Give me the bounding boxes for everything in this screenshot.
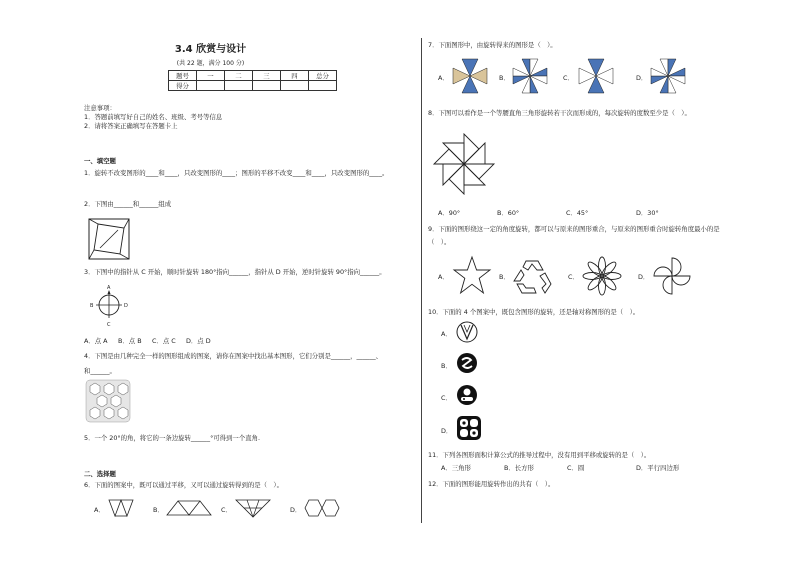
score-input-cell[interactable] <box>309 81 337 91</box>
q10-option-d-quad-figure <box>456 415 482 441</box>
column-divider <box>421 38 422 523</box>
notes-heading: 注意事项： <box>84 104 116 112</box>
q10-option-b-black-circle-figure <box>456 352 478 374</box>
note-item: 2．请将答案正确填写在答题卡上 <box>84 122 178 130</box>
score-input-cell[interactable] <box>225 81 253 91</box>
q6-option-d-hexagons-figure <box>304 499 342 517</box>
question-1: 1．旋转不改变图形的____和____，只改变图形的____；图形的平移不改变____和____，只改变图形的____。 <box>84 169 389 177</box>
question-6: 6．下面的图案中，既可以通过平移，又可以通过旋转得到的是（ ）。 <box>84 481 283 489</box>
dial-label-b: B <box>90 303 94 309</box>
score-table-score-row <box>169 81 337 91</box>
score-cell: 一 <box>197 71 225 81</box>
q9-option-b[interactable]: B． <box>499 273 510 281</box>
q7-option-b[interactable]: B． <box>499 74 510 82</box>
dial-label-c: C <box>107 322 111 328</box>
question-9: 9．下面的图形绕这一定的角度旋转，都可以与原来的图形重合，与原来的图形重合时旋转角度最小的是 <box>428 225 720 233</box>
note-item: 1．答题前填写好自己的姓名、班级、考号等信息 <box>84 113 223 121</box>
q6-option-c[interactable]: C． <box>221 506 232 514</box>
q7-option-c[interactable]: C． <box>563 74 574 82</box>
score-table <box>168 70 337 91</box>
q8-option-a[interactable]: A．90° <box>438 209 461 217</box>
q7-option-a[interactable]: A． <box>438 74 449 82</box>
q8-triangle-pinwheel-figure <box>430 130 498 198</box>
question-9-continued: （ ）。 <box>428 238 451 246</box>
q3-option-a[interactable]: A．点 A <box>84 337 108 345</box>
score-input-cell[interactable] <box>253 81 281 91</box>
q7-option-c-pinwheel-figure <box>578 58 614 94</box>
question-5: 5．一个 20°的角，将它的一条边旋转______°可得到一个直角. <box>84 434 261 442</box>
score-cell: 三 <box>253 71 281 81</box>
q11-option-a[interactable]: A．三角形 <box>441 464 471 472</box>
q11-option-c[interactable]: C．圆 <box>567 464 585 472</box>
q9-option-c-flower-figure <box>582 256 622 296</box>
q6-option-d[interactable]: D． <box>290 506 302 514</box>
q10-option-b[interactable]: B． <box>441 362 452 370</box>
q7-option-d-pinwheel-figure <box>650 58 686 94</box>
score-cell: 题号 <box>169 71 197 81</box>
q6-option-a-triangles-figure <box>108 498 134 518</box>
q4-tiling-pattern-figure <box>84 378 132 424</box>
q9-option-d-fan-figure <box>652 256 692 296</box>
q8-option-d[interactable]: D．30° <box>636 209 659 217</box>
question-10: 10．下面的 4 个图案中，既包含图形的旋转，还是轴对称图形的是（ ）。 <box>428 308 640 316</box>
q6-option-a[interactable]: A． <box>94 506 105 514</box>
section-heading-choice: 二、选择题 <box>84 470 116 478</box>
q10-option-a-circle-v-figure <box>456 321 478 343</box>
q6-option-b[interactable]: B． <box>153 506 164 514</box>
q3-option-d[interactable]: D．点 D <box>186 337 211 345</box>
dial-label-d: D <box>124 303 128 309</box>
question-11: 11．下列各图形面积计算公式的推导过程中，没有用到平移或旋转的是（ ）。 <box>428 451 651 459</box>
q10-option-c[interactable]: C． <box>441 394 452 402</box>
q3-option-c[interactable]: C．点 C <box>152 337 176 345</box>
q9-option-a[interactable]: A． <box>438 273 449 281</box>
q7-option-a-pinwheel-figure <box>452 58 488 94</box>
q11-option-b[interactable]: B．长方形 <box>504 464 534 472</box>
dial-label-a: A <box>107 285 111 291</box>
q9-option-d[interactable]: D． <box>638 273 650 281</box>
q9-option-b-recycle-figure <box>512 258 552 296</box>
q2-square-pinwheel-figure <box>88 218 130 260</box>
score-cell: 四 <box>281 71 309 81</box>
q10-option-a[interactable]: A． <box>441 330 452 338</box>
question-3: 3．下图中的指针从 C 开始，顺时针旋转 180°指向______，指针从 D 开始，逆时针旋转 90°指向______。 <box>84 268 386 276</box>
q7-option-b-pinwheel-figure <box>512 58 548 94</box>
q8-option-b[interactable]: B．60° <box>497 209 520 217</box>
q6-option-c-triangles-figure <box>235 498 271 518</box>
score-table-header-row <box>169 71 337 81</box>
q10-option-d[interactable]: D． <box>441 427 453 435</box>
question-8: 8．下图可以看作是一个等腰直角三角形旋转若干次而形成的，每次旋转的度数至少是（ ）。 <box>428 109 691 117</box>
question-2: 2．下图由______和______组成 <box>84 200 172 208</box>
score-cell: 总分 <box>309 71 337 81</box>
section-heading-fill-blank: 一、填空题 <box>84 157 116 165</box>
q9-option-a-star-figure <box>452 256 492 296</box>
q6-option-b-triangles-figure <box>166 500 212 516</box>
question-4-continued: 和______。 <box>84 367 116 375</box>
q7-option-d[interactable]: D． <box>636 74 648 82</box>
question-4: 4．下图是由几种完全一样的图形组成的图案，请你在图案中找出基本图形，它们分别是______，______、 <box>84 352 383 360</box>
score-input-cell[interactable] <box>197 81 225 91</box>
q10-option-c-circle-figure <box>456 384 478 406</box>
page-subtitle: (共 22 题，满分 100 分) <box>176 60 245 67</box>
page-title: 3.4 欣赏与设计 <box>174 44 247 55</box>
score-cell: 得分 <box>169 81 197 91</box>
q11-option-d[interactable]: D．平行四边形 <box>636 464 680 472</box>
question-12: 12．下面的图形能用旋转作出的共有（ ）。 <box>428 480 555 488</box>
q9-option-c[interactable]: C． <box>568 273 579 281</box>
question-7: 7．下面图形中，由旋转得来的图形是（ ）。 <box>428 41 557 49</box>
score-input-cell[interactable] <box>281 81 309 91</box>
q3-option-b[interactable]: B．点 B <box>118 337 142 345</box>
q8-option-c[interactable]: C．45° <box>566 209 589 217</box>
score-cell: 二 <box>225 71 253 81</box>
